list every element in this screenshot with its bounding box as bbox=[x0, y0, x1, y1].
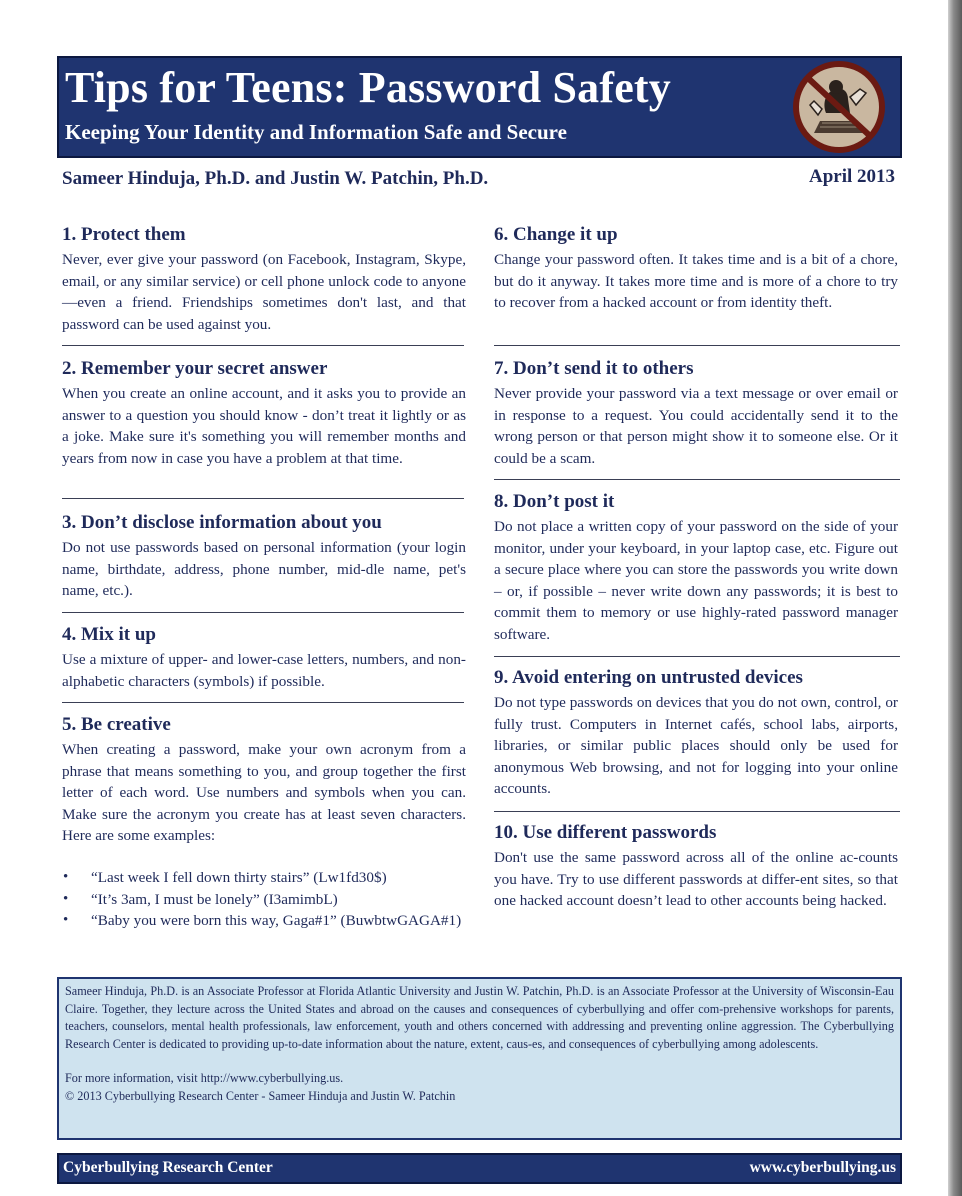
section-body: When you create an online account, and it asks you to provide an answer to a question you should know - don’t treat it lightly or as a joke. Make sure it's something you will remember months and years from now in case you have a problem at that time. bbox=[62, 385, 466, 467]
password-examples bbox=[62, 867, 466, 932]
section-body: Never, ever give your password (on Facebook, Instagram, Skype, email, or any similar service) or cell phone unlock code to anyone—even a friend. Friendships sometimes don't last, and that password can be used against you. bbox=[62, 251, 466, 333]
divider bbox=[62, 498, 464, 499]
more-info: For more information, visit http://www.cyberbullying.us. bbox=[65, 1071, 344, 1086]
section-heading: 10. Use different passwords bbox=[494, 822, 717, 843]
bullet-icon: • bbox=[63, 890, 69, 907]
section-heading: 7. Don’t send it to others bbox=[494, 358, 694, 379]
page-edge-shadow bbox=[948, 0, 962, 1196]
section-body: Do not type passwords on devices that you do not own, control, or fully trust. Computers in Internet cafés, school labs, airports, libraries, or similar public places should only be used for anonymous Web browsing, and not for logging into your online accounts. bbox=[494, 694, 898, 797]
section-body: Use a mixture of upper- and lower-case letters, numbers, and non-alphabetic characters (symbols) if possible. bbox=[62, 651, 466, 690]
divider bbox=[494, 345, 900, 346]
divider bbox=[494, 811, 900, 812]
section-body: Do not use passwords based on personal information (your login name, birthdate, address, phone number, mid-dle name, pet's name, etc.). bbox=[62, 539, 466, 599]
no-hacker-icon bbox=[792, 61, 886, 153]
bullet-icon: • bbox=[63, 869, 69, 885]
about-bio: Sameer Hinduja, Ph.D. is an Associate Professor at Florida Atlantic University and Justin W. Patchin, Ph.D. is an Associate Professor at the University of Wisconsin-Eau Claire. Together, they lecture across the United States and abroad on the causes and consequences of cyberbullying and offer com-prehensive workshops for parents, teachers, counselors, mental health professionals, law enforcement, youth and others concerned with addressing and preventing online aggression. The Cyberbullying Research Center is dedicated to providing up-to-date information about the nature, extent, caus-es, and consequences of cyberbullying among adolescents. bbox=[65, 984, 894, 1051]
section-body: Change your password often. It takes time and is a bit of a chore, but do it anyway. It takes more time and is more of a chore to try to recover from a hacked account or from identity theft. bbox=[494, 251, 898, 311]
section-untrusted-devices bbox=[494, 667, 898, 800]
divider bbox=[494, 479, 900, 480]
section-change-it-up bbox=[494, 224, 898, 314]
copyright: © 2013 Cyberbullying Research Center - Sameer Hinduja and Justin W. Patchin bbox=[65, 1088, 456, 1103]
section-heading: 8. Don’t post it bbox=[494, 491, 615, 512]
section-body: When creating a password, make your own acronym from a phrase that means something to you, and group together the first letter of each word. Use numbers and symbols when you can. Make sure the acronym you create has at least seven characters. Here are some examples: bbox=[62, 741, 466, 844]
section-heading: 3. Don’t disclose information about you bbox=[62, 512, 382, 533]
footer-org: Cyberbullying Research Center bbox=[63, 1159, 273, 1176]
section-heading: 9. Avoid entering on untrusted devices bbox=[494, 667, 803, 688]
publication-date: April 2013 bbox=[808, 166, 895, 187]
title-banner bbox=[57, 56, 902, 158]
divider bbox=[62, 702, 464, 703]
page-subtitle: Keeping Your Identity and Information Safe and Secure bbox=[65, 120, 567, 144]
section-heading: 5. Be creative bbox=[62, 714, 171, 735]
section-protect-them bbox=[62, 224, 466, 335]
section-heading: 2. Remember your secret answer bbox=[62, 358, 328, 379]
section-dont-post bbox=[494, 491, 898, 645]
section-mix-it-up bbox=[62, 624, 466, 692]
list-item: • “Last week I fell down thirty stairs” (Lw1fd30$) bbox=[62, 867, 466, 889]
about-box bbox=[57, 977, 902, 1140]
section-body: Never provide your password via a text message or over email or in response to a request. You could accidentally send it to the wrong person or that person might show it to someone else. Or it could be a scam. bbox=[494, 385, 898, 467]
section-body: Don't use the same password across all of the online ac-counts you have. Try to use different passwords at differ-ent sites, so that one hacked account doesn’t lead to other accounts being hacked. bbox=[494, 849, 898, 909]
section-body: Do not place a written copy of your password on the side of your monitor, under your keyboard, in your laptop case, etc. Figure out a secure place where you can store the passwords you write down – or, if possible – never write down any passwords; it is best to commit them to memory or use highly-rated password manager software. bbox=[494, 518, 898, 643]
divider bbox=[494, 656, 900, 657]
section-heading: 6. Change it up bbox=[494, 224, 618, 245]
authors: Sameer Hinduja, Ph.D. and Justin W. Patchin, Ph.D. bbox=[62, 168, 489, 189]
section-dont-send bbox=[494, 358, 898, 469]
section-disclose-info bbox=[62, 512, 466, 602]
bullet-icon: • bbox=[63, 912, 69, 928]
section-heading: 4. Mix it up bbox=[62, 624, 156, 645]
list-item: • “It’s 3am, I must be lonely” (I3amimbL) bbox=[62, 889, 466, 911]
section-heading: 1. Protect them bbox=[62, 224, 186, 245]
divider bbox=[62, 612, 464, 613]
section-different-passwords bbox=[494, 822, 898, 912]
list-item: • “Baby you were born this way, Gaga#1” (BuwbtwGAGA#1) bbox=[62, 910, 466, 932]
divider bbox=[62, 345, 464, 346]
page-title: Tips for Teens: Password Safety bbox=[65, 63, 671, 112]
footer-url: www.cyberbullying.us bbox=[749, 1159, 896, 1176]
section-secret-answer bbox=[62, 358, 466, 469]
footer-bar bbox=[57, 1153, 902, 1184]
section-be-creative bbox=[62, 714, 466, 847]
